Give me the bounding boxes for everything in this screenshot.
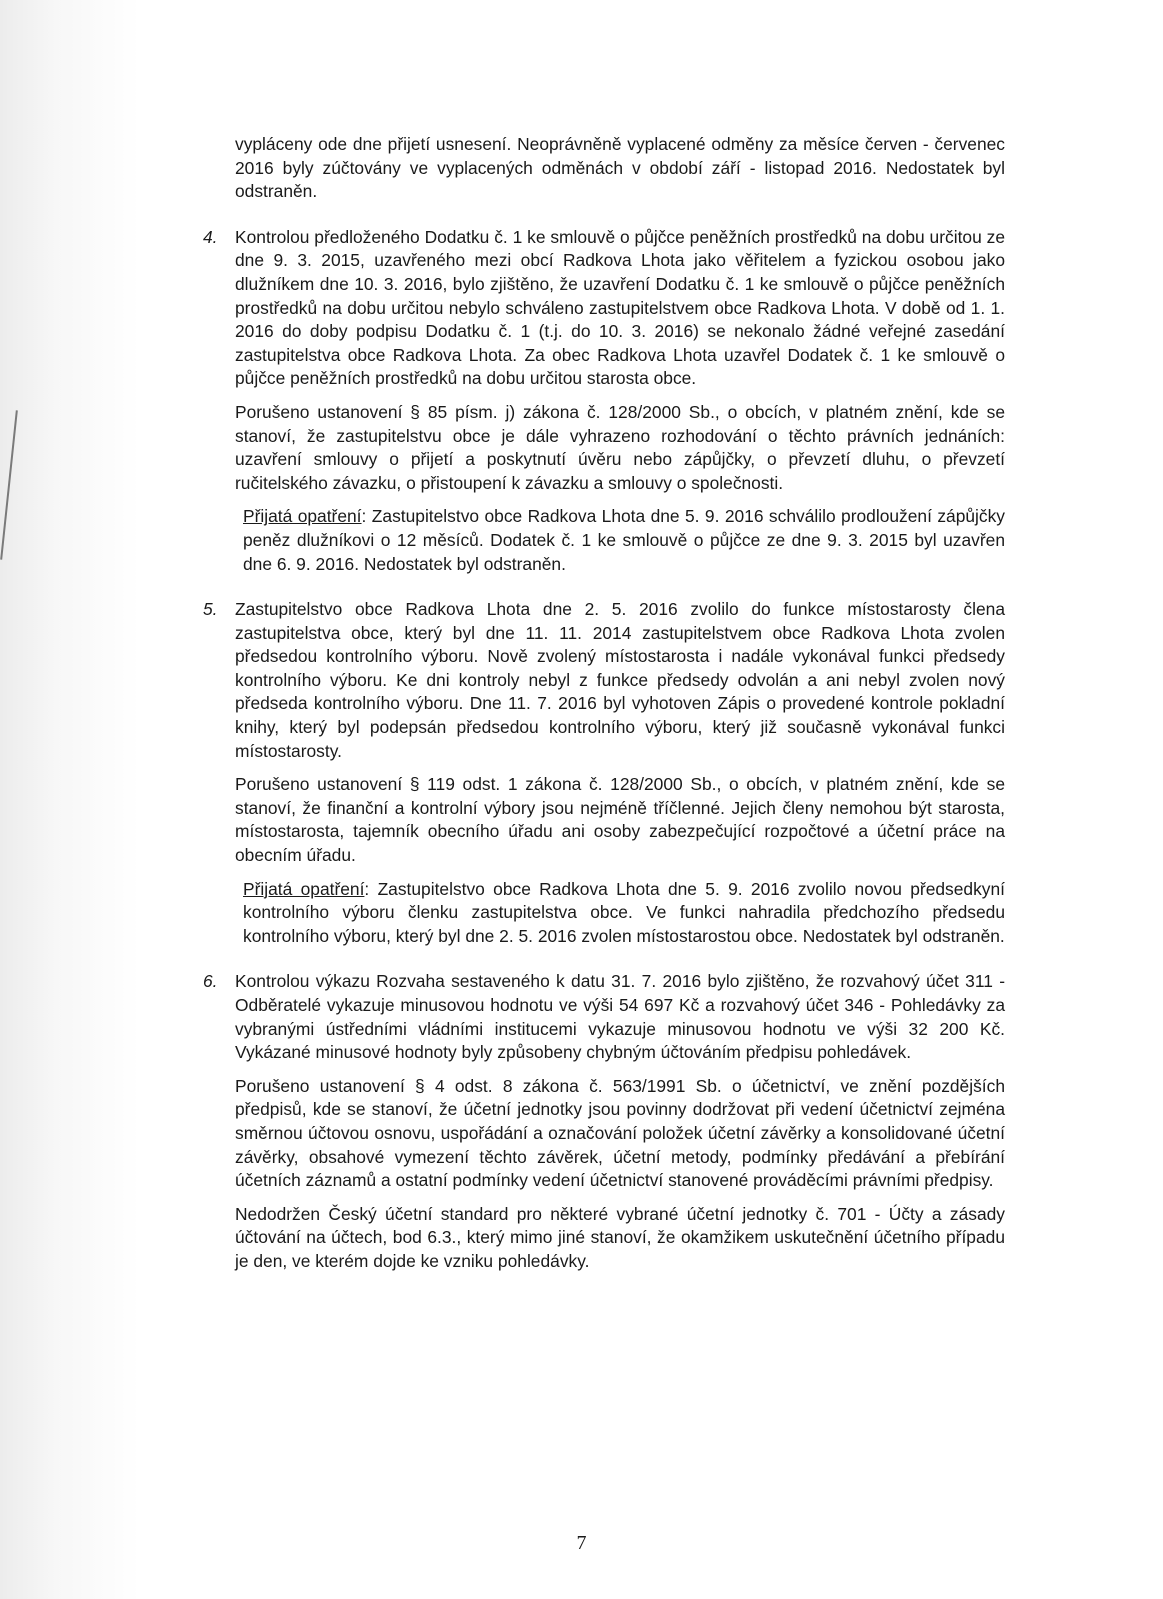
item-number: 6. bbox=[203, 971, 218, 992]
standard-violation-text: Nedodržen Český účetní standard pro některé vybrané účetní jednotky č. 701 - Účty a zásady účtování na účtech, bod 6.3., který mimo jiné stanoví, že okamžikem uskutečnění účetního případu je den, ve kterém dojde ke vzniku pohledávky. bbox=[235, 1203, 1005, 1271]
finding-item-5 bbox=[203, 598, 1005, 948]
measure-text: : Zastupitelstvo obce Radkova Lhota dne 5. 9. 2016 schválilo prodloužení zápůjčky peněz dlužníkovi o 12 měsíců. Dodatek č. 1 ke smlouvě o půjčce ze dne 9. 3. 2015 byl uzavřen dne 6. 9. 2016. Nedostatek byl odstraněn. bbox=[243, 506, 1005, 574]
finding-text: Zastupitelstvo obce Radkova Lhota dne 2. 5. 2016 zvolilo do funkce místostarosty člena zastupitelstva obce, který byl dne 11. 11. 2014 zastupitelstvem obce Radkova Lhota zvolen předsedou kontrolního výboru. Nově zvolený místostarosta i nadále vykonával funkci předsedy kontrolního výboru. Ke dni kontroly nebyl z funkce předsedy odvolán a ani nebyl zvolen nový předseda kontrolního výboru. Dne 11. 7. 2016 byl vyhotoven Zápis o provedené kontrole pokladní knihy, který byl podepsán předsedou kontrolního výboru, který již současně vykonával funkci místostarosty. bbox=[235, 599, 1005, 761]
finding-item-6 bbox=[203, 970, 1005, 1273]
finding-text: Kontrolou předloženého Dodatku č. 1 ke smlouvě o půjčce peněžních prostředků na dobu určitou ze dne 9. 3. 2015, uzavřeného mezi obcí Radkova Lhota jako věřitelem a fyzickou osobou jako dlužníkem dne 10. 3. 2016, bylo zjištěno, že uzavření Dodatku č. 1 ke smlouvě o půjčce peněžních prostředků na dobu určitou nebylo schváleno zastupitelstvem obce Radkova Lhota. V době od 1. 1. 2016 do doby podpisu Dodatku č. 1 (t.j. do 10. 3. 2016) se nekonalo žádné veřejné zasedání zastupitelstva obce Radkova Lhota. Za obec Radkova Lhota uzavřel Dodatek č. 1 ke smlouvě o půjčce peněžních prostředků na dobu určitou starosta obce. bbox=[235, 226, 1005, 389]
item-number: 5. bbox=[203, 599, 218, 620]
finding-text: Kontrolou výkazu Rozvaha sestaveného k datu 31. 7. 2016 bylo zjištěno, že rozvahový účet 311 - Odběratelé vykazuje minusovou hodnotu ve výši 54 697 Kč a rozvahový účet 346 - Pohledávky za vybranými ústředními vládními institucemi vykazuje minusovou hodnotu ve výši 32 200 Kč. Vykázané minusové hodnoty byly způsobeny chybným účtováním předpisu pohledávek. bbox=[235, 971, 1005, 1063]
finding-item-4 bbox=[203, 226, 1005, 576]
measure-text: : Zastupitelstvo obce Radkova Lhota dne 5. 9. 2016 zvolilo novou předsedkyní kontrolního výboru členku zastupitelstva obce. Ve funkci nahradila předchozího předsedu kontrolního výboru, který byl dne 2. 5. 2016 zvolen místostarostou obce. Nedostatek byl odstraněn. bbox=[243, 878, 1005, 946]
item-number: 4. bbox=[203, 226, 218, 247]
violation-text: Porušeno ustanovení § 119 odst. 1 zákona č. 128/2000 Sb., o obcích, v platném znění, kde se stanoví, že finanční a kontrolní výbory jsou nejméně tříčlenné. Jejich členy nemohou být starosta, místostarosta, tajemník obecního úřadu ani osoby zabezpečující rozpočtové a účetní práce na obecním úřadu. bbox=[235, 774, 1005, 866]
violation-text: Porušeno ustanovení § 85 písm. j) zákona č. 128/2000 Sb., o obcích, v platném znění, kde se stanoví, že zastupitelstvu obce je dále vyhrazeno rozhodování o těchto právních jednáních: uzavření smlouvy o přijetí a poskytnutí úvěru nebo zápůjčky, o převzetí dluhu, o převzetí ručitelského závazku, o přistoupení k závazku a smlouvy o společnosti. bbox=[235, 401, 1005, 493]
page-number: 7 bbox=[576, 1532, 587, 1554]
violation-text: Porušeno ustanovení § 4 odst. 8 zákona č. 563/1991 Sb. o účetnictví, ve znění pozdějších předpisů, kde se stanoví, že účetní jednotky jsou povinny dodržovat při vedení účetnictví zejména směrnou účtovou osnovu, uspořádání a označování položek účetní závěrky a konsolidované účetní závěrky, obsahové vymezení těchto závěrek, účetní metody, podmínky předávání a přebírání účetních záznamů a ostatní podmínky vedení účetnictví stanovené prováděcími právními předpisy. bbox=[235, 1075, 1005, 1191]
measure-label: Přijatá opatření bbox=[243, 506, 362, 527]
measure-paragraph bbox=[243, 505, 1005, 576]
scan-shadow bbox=[0, 0, 140, 1599]
measure-label: Přijatá opatření bbox=[243, 878, 365, 899]
measure-paragraph bbox=[243, 878, 1005, 949]
intro-paragraph: vypláceny ode dne přijetí usnesení. Neoprávněně vyplacené odměny za měsíce červen - červenec 2016 byly zúčtovány ve vyplacených odměnách v období září - listopad 2016. Nedostatek byl odstraněn. bbox=[235, 134, 1005, 202]
document-body bbox=[203, 133, 1005, 1274]
